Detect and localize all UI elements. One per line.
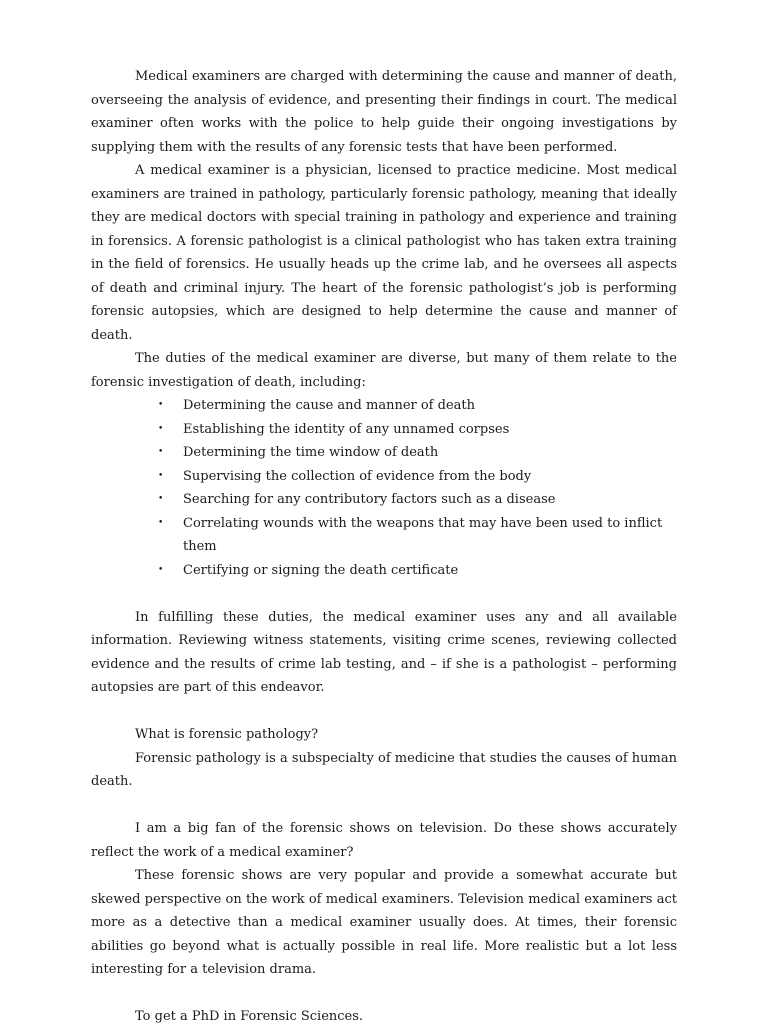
duty-text: Correlating wounds with the weapons that may have been used to inflict them bbox=[183, 515, 663, 554]
duties-list bbox=[91, 394, 677, 582]
closing-line: To get a PhD in Forensic Sciences. bbox=[135, 1009, 364, 1024]
answer-forensic-shows: These forensic shows are very popular and provide a somewhat accurate but skewed perspective on the work of medical examiners. Television medical examiners act more as a detective than a medical examiner usually does. At times, their forensic abilities go beyond what is actually possible in real life. More realistic but a lot less interesting for a television drama. bbox=[91, 868, 677, 977]
paragraph-fulfilling-duties: In fulfilling these duties, the medical examiner uses any and all available information. Reviewing witness statements, visiting crime scenes, reviewing collected evidence and the results of crime lab testing, and – if she is a pathologist – performing autopsies are part of this endeavor. bbox=[91, 609, 677, 695]
spacer bbox=[91, 582, 677, 606]
bullet-icon: • bbox=[158, 517, 164, 528]
list-item bbox=[91, 559, 677, 583]
duty-text: Searching for any contributory factors such as a disease bbox=[183, 492, 556, 507]
paragraph-role-of-examiners: Medical examiners are charged with determining the cause and manner of death, overseeing the analysis of evidence, and presenting their findings in court. The medical examiner often works with the police to help guide their ongoing investigations by supplying them with the results of any forensic tests that have been performed. bbox=[91, 69, 677, 155]
list-item bbox=[91, 418, 677, 442]
duty-text: Determining the time window of death bbox=[183, 445, 439, 460]
spacer bbox=[91, 794, 677, 818]
document-body bbox=[91, 65, 677, 1029]
list-item bbox=[91, 488, 677, 512]
paragraph-physician-training: A medical examiner is a physician, licensed to practice medicine. Most medical examiners are trained in pathology, particularly forensic pathology, meaning that ideally they are medical doctors with special training in pathology and experience and training in forensics. A forensic pathologist is a clinical pathologist who has taken extra training in the field of forensics. He usually heads up the crime lab, and he oversees all aspects of death and criminal injury. The heart of the forensic pathologist’s job is performing forensic autopsies, which are designed to help determine the cause and manner of death. bbox=[91, 163, 677, 343]
duty-text: Determining the cause and manner of death bbox=[183, 398, 475, 413]
list-item bbox=[91, 441, 677, 465]
bullet-icon: • bbox=[158, 470, 164, 481]
list-item bbox=[91, 512, 677, 559]
bullet-icon: • bbox=[158, 400, 164, 410]
spacer bbox=[91, 700, 677, 724]
duty-text: Supervising the collection of evidence from the body bbox=[183, 468, 532, 484]
list-item bbox=[91, 394, 677, 418]
question-forensic-shows: I am a big fan of the forensic shows on television. Do these shows accurately reflect the work of a medical examiner? bbox=[91, 821, 677, 860]
bullet-icon: • bbox=[158, 494, 164, 504]
paragraph-duties-intro: The duties of the medical examiner are diverse, but many of them relate to the forensic investigation of death, including: bbox=[91, 351, 677, 390]
question-forensic-pathology: What is forensic pathology? bbox=[135, 727, 319, 742]
bullet-icon: • bbox=[158, 447, 164, 457]
bullet-icon: • bbox=[158, 423, 164, 434]
answer-forensic-pathology: Forensic pathology is a subspecialty of medicine that studies the causes of human death. bbox=[91, 750, 677, 789]
duty-text: Certifying or signing the death certificate bbox=[183, 562, 459, 578]
duty-text: Establishing the identity of any unnamed corpses bbox=[183, 421, 510, 437]
list-item bbox=[91, 465, 677, 489]
spacer bbox=[91, 982, 677, 1006]
bullet-icon: • bbox=[158, 564, 164, 575]
